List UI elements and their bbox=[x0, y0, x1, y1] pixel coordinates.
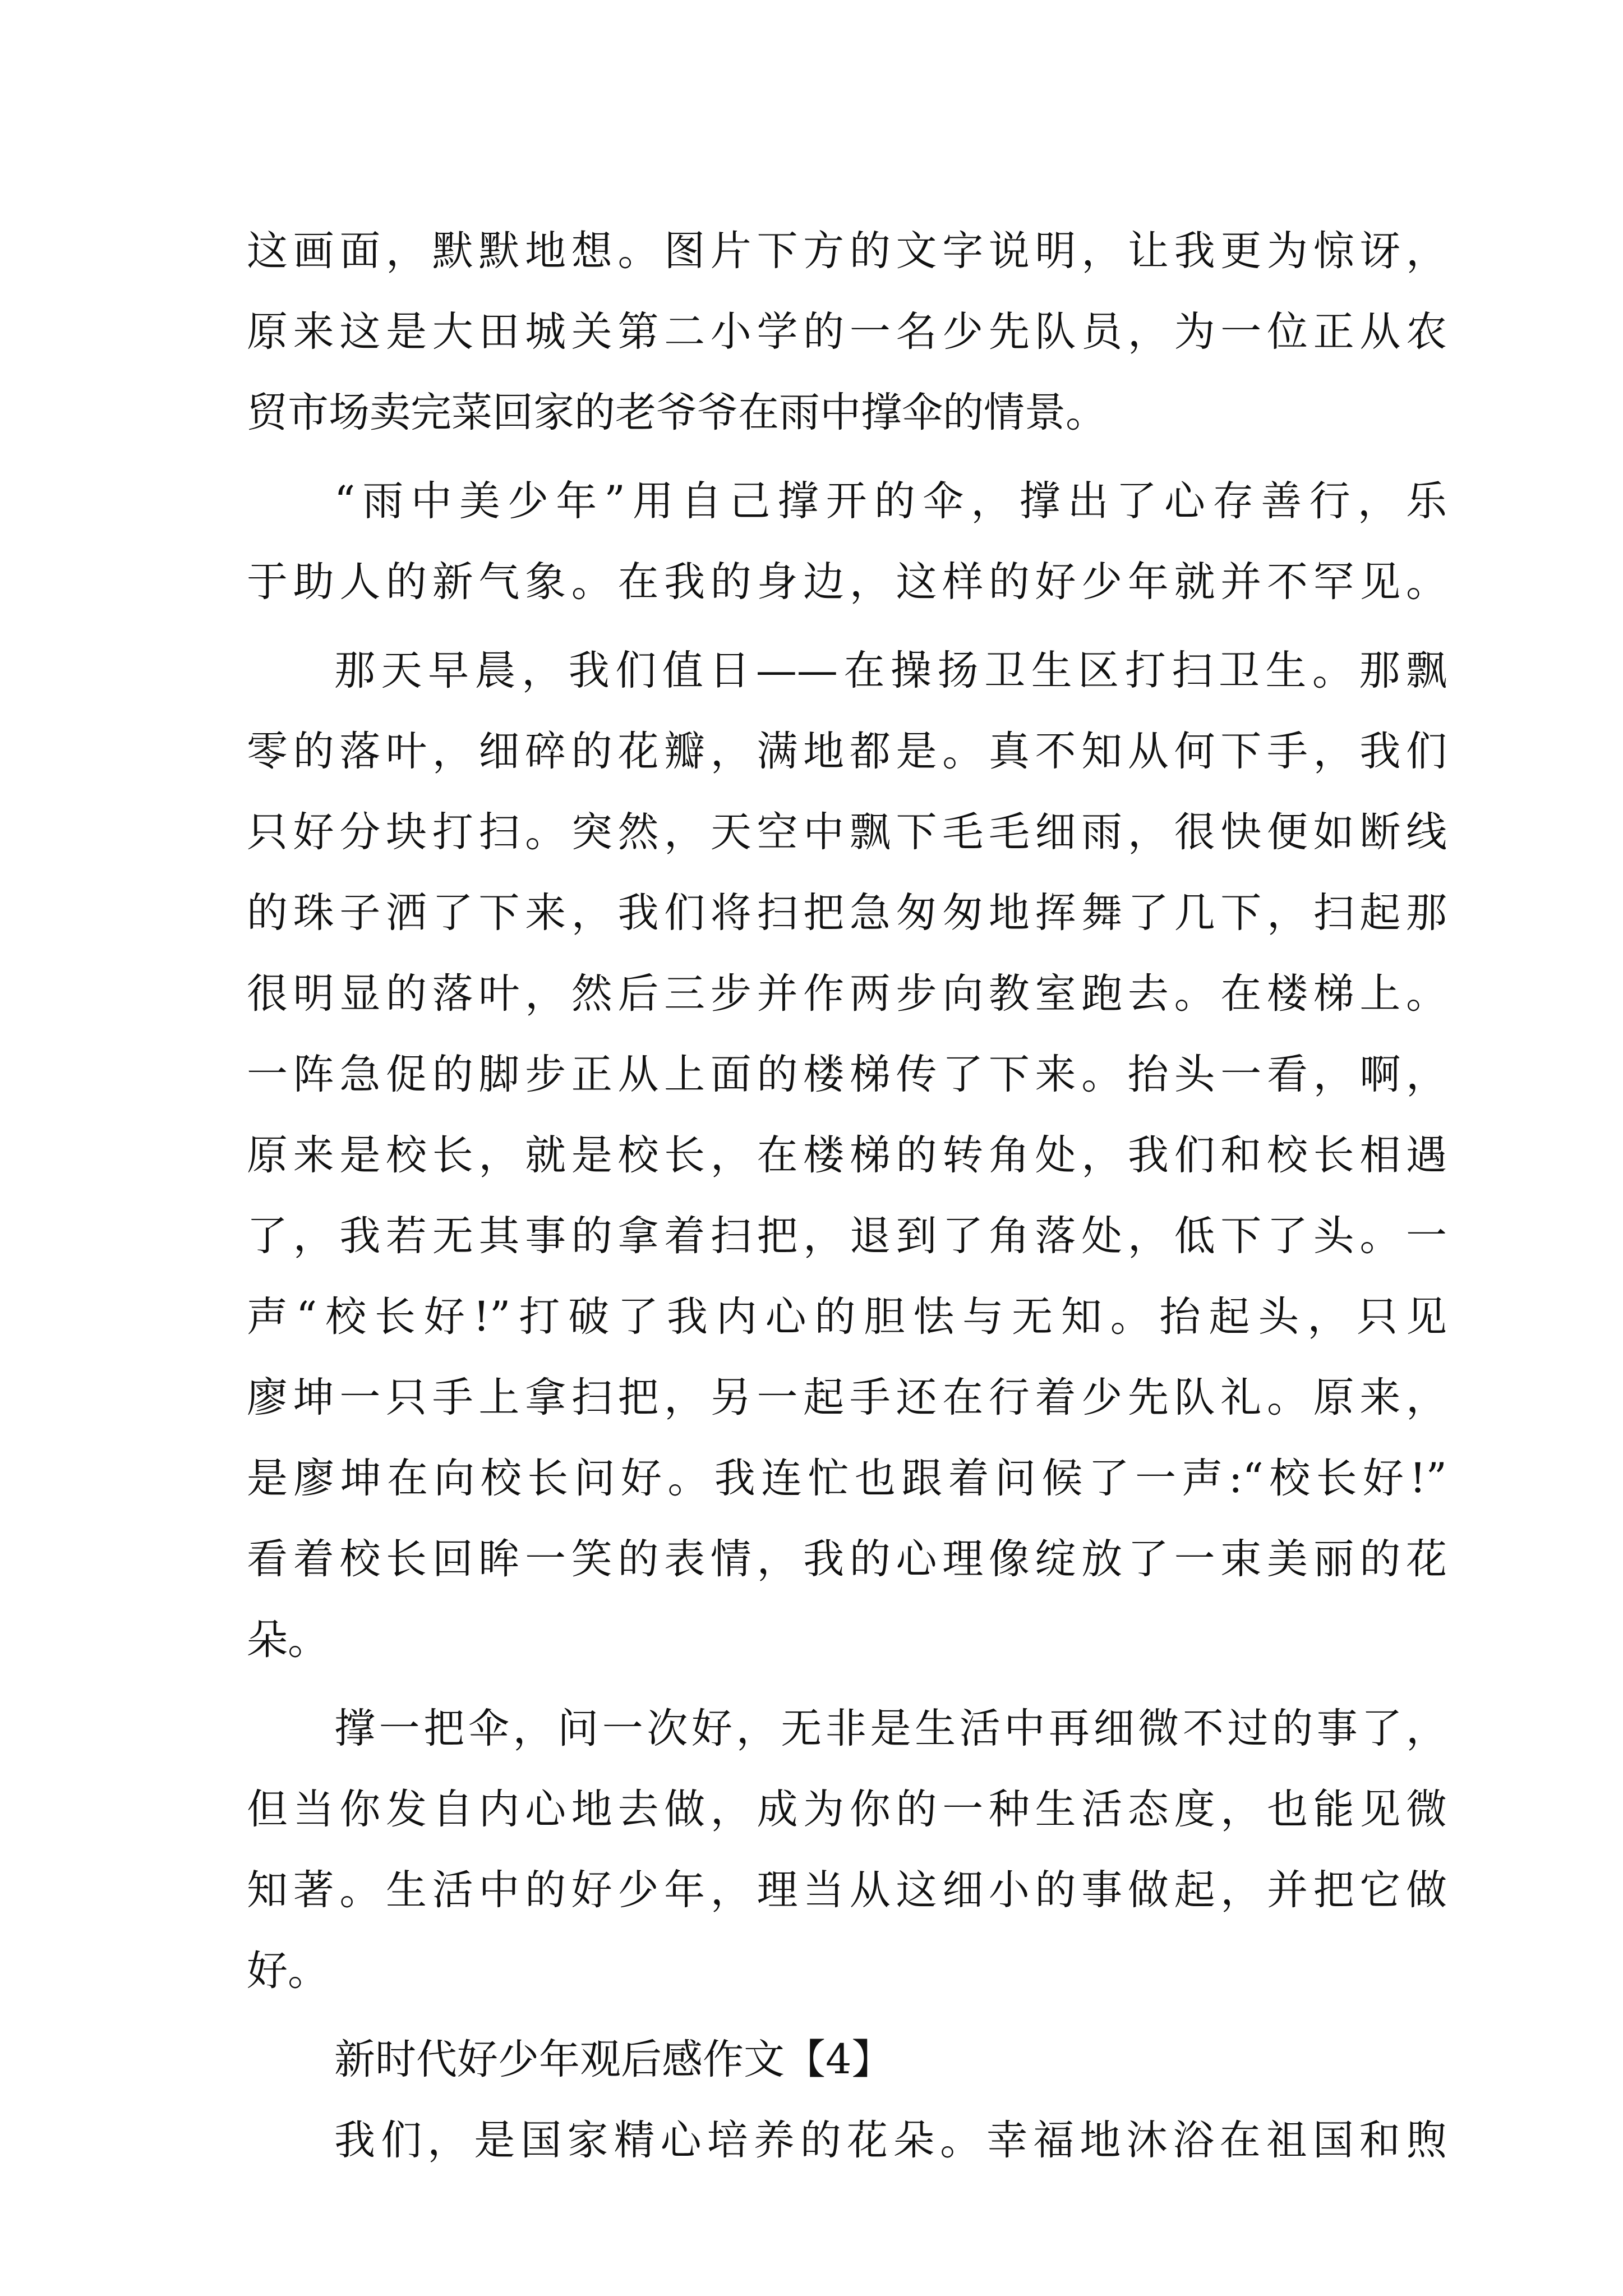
text-line: 看着校长回眸一笑的表情，我的心理像绽放了一束美丽的花 bbox=[247, 1535, 1447, 1583]
text-line: 这画面，默默地想。图片下方的文字说明，让我更为惊讶， bbox=[247, 227, 1447, 275]
text-line: 声“校长好!”打破了我内心的胆怯与无知。抬起头，只见 bbox=[247, 1293, 1447, 1341]
text-line: 很明显的落叶，然后三步并作两步向教室跑去。在楼梯上。 bbox=[247, 970, 1447, 1018]
text-line: 于助人的新气象。在我的身边，这样的好少年就并不罕见。 bbox=[247, 558, 1447, 606]
section-heading: 新时代好少年观后感作文【4】 bbox=[334, 2036, 893, 2083]
text-line: 的珠子洒了下来，我们将扫把急匆匆地挥舞了几下，扫起那 bbox=[247, 889, 1447, 937]
text-line: 是廖坤在向校长问好。我连忙也跟着问候了一声:“校长好!” bbox=[247, 1455, 1447, 1502]
text-line: 撑一把伞，问一次好，无非是生活中再细微不过的事了， bbox=[334, 1705, 1447, 1752]
text-line: 只好分块打扫。突然，天空中飘下毛毛细雨，很快便如断线 bbox=[247, 808, 1447, 856]
text-line: 贸市场卖完菜回家的老爷爷在雨中撑伞的情景。 bbox=[247, 389, 1106, 436]
text-line: 朵。 bbox=[247, 1616, 329, 1664]
text-line: 但当你发自内心地去做，成为你的一种生活态度，也能见微 bbox=[247, 1786, 1447, 1833]
text-line: 一阵急促的脚步正从上面的楼梯传了下来。抬头一看，啊， bbox=[247, 1051, 1447, 1098]
text-line: 知著。生活中的好少年，理当从这细小的事做起，并把它做 bbox=[247, 1866, 1447, 1914]
text-line: 原来这是大田城关第二小学的一名少先队员，为一位正从农 bbox=[247, 308, 1447, 356]
text-line: 那天早晨，我们值日——在操扬卫生区打扫卫生。那飘 bbox=[334, 647, 1447, 694]
text-line: 原来是校长，就是校长，在楼梯的转角处，我们和校长相遇 bbox=[247, 1131, 1447, 1179]
text-line: 零的落叶，细碎的花瓣，满地都是。真不知从何下手，我们 bbox=[247, 728, 1447, 775]
text-line: “雨中美少年”用自己撑开的伞，撑出了心存善行，乐 bbox=[334, 477, 1447, 525]
text-line: 廖坤一只手上拿扫把，另一起手还在行着少先队礼。原来， bbox=[247, 1374, 1447, 1421]
text-line: 我们，是国家精心培养的花朵。幸福地沐浴在祖国和煦 bbox=[334, 2116, 1447, 2164]
document-body bbox=[247, 211, 1447, 2181]
text-line: 好。 bbox=[247, 1947, 329, 1995]
text-line: 了，我若无其事的拿着扫把，退到了角落处，低下了头。一 bbox=[247, 1212, 1447, 1260]
